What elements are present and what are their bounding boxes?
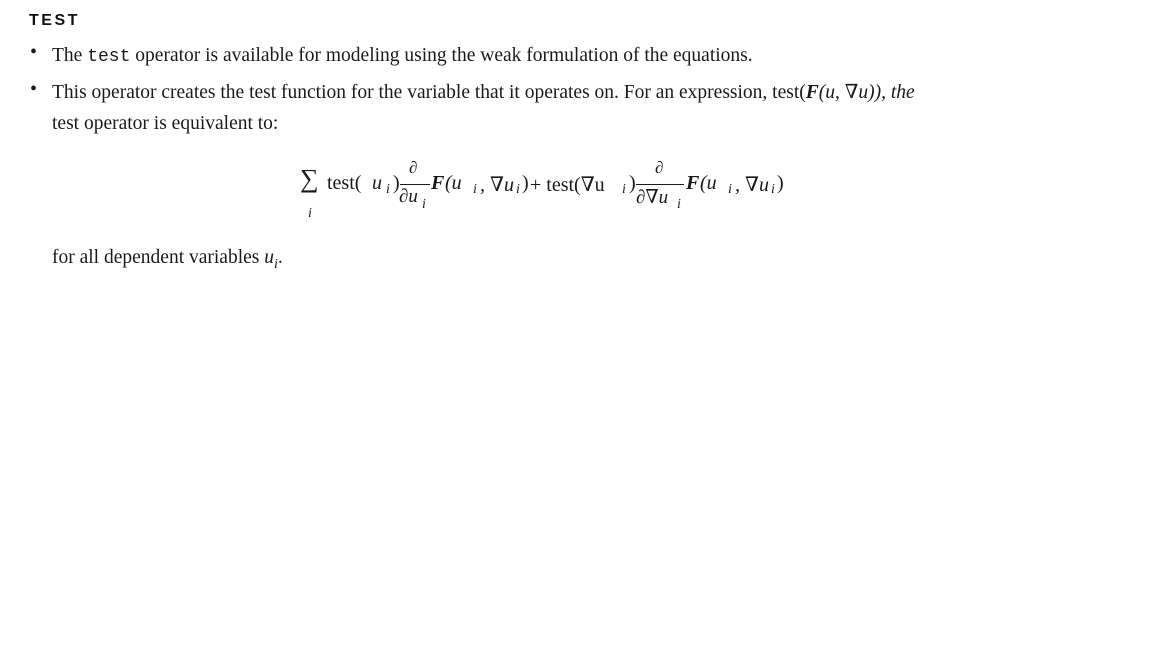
close-paren: )	[777, 172, 784, 194]
u-var: u	[372, 172, 382, 194]
footer-paragraph	[52, 242, 283, 280]
F-args-sep-2: , ∇u	[735, 174, 769, 196]
bullet-icon: •	[30, 41, 38, 63]
u-sub: i	[386, 182, 390, 197]
bullet-2-line2-text: test operator is equivalent to:	[52, 113, 279, 134]
partial-numerator: ∂	[409, 158, 418, 177]
close-paren: )	[522, 172, 529, 194]
footer-sub: i	[274, 256, 278, 272]
sum-symbol: ∑	[300, 164, 319, 193]
code-term: test	[87, 47, 131, 67]
partial-denominator-2: ∂∇u	[636, 187, 669, 208]
F-function: F	[431, 172, 445, 194]
grad-u-sub: i	[622, 182, 626, 197]
F-args-sep: , ∇u	[480, 174, 514, 196]
footer-var: u	[264, 247, 274, 268]
F-args-open-2: (u	[700, 172, 717, 194]
F-args-open: (u	[445, 172, 462, 194]
arg-sub-1: i	[473, 182, 477, 197]
F-function-2: F	[686, 172, 700, 194]
bullet-1-text-after: operator is available for modeling using the weak formulation of the equations.	[130, 45, 753, 66]
bullet-icon: •	[30, 78, 38, 100]
footer-text: for all dependent variables	[52, 247, 265, 268]
arg-sub-3: i	[728, 182, 732, 197]
bullet-paragraph-1	[52, 40, 753, 73]
bullet-paragraph-2	[52, 77, 1052, 139]
bullet-1-text-before: The	[52, 45, 88, 66]
arg-sub-2: i	[516, 182, 520, 197]
close-paren: )	[393, 172, 400, 194]
test-u-label: test(	[327, 172, 362, 194]
partial-denominator: ∂u	[399, 186, 418, 207]
fraction-bar-2	[636, 184, 684, 185]
close-paren: )	[629, 172, 636, 194]
plus-test-grad: + test(∇u	[530, 174, 605, 196]
bullet-2-line1-text: This operator creates the test function for the variable that it operates on. For an expression, test(	[52, 82, 806, 103]
bullet-2-F: F	[805, 82, 819, 103]
footer-period: .	[277, 247, 283, 268]
denominator-sub-2: i	[677, 197, 681, 212]
arg-sub-4: i	[771, 182, 775, 197]
fraction-bar	[400, 184, 430, 185]
sum-index: i	[308, 206, 312, 221]
denominator-sub: i	[422, 197, 426, 212]
bullet-2-args: (u, ∇u)), the	[818, 82, 915, 103]
partial-numerator-2: ∂	[655, 158, 664, 177]
section-heading: TEST	[29, 12, 80, 29]
